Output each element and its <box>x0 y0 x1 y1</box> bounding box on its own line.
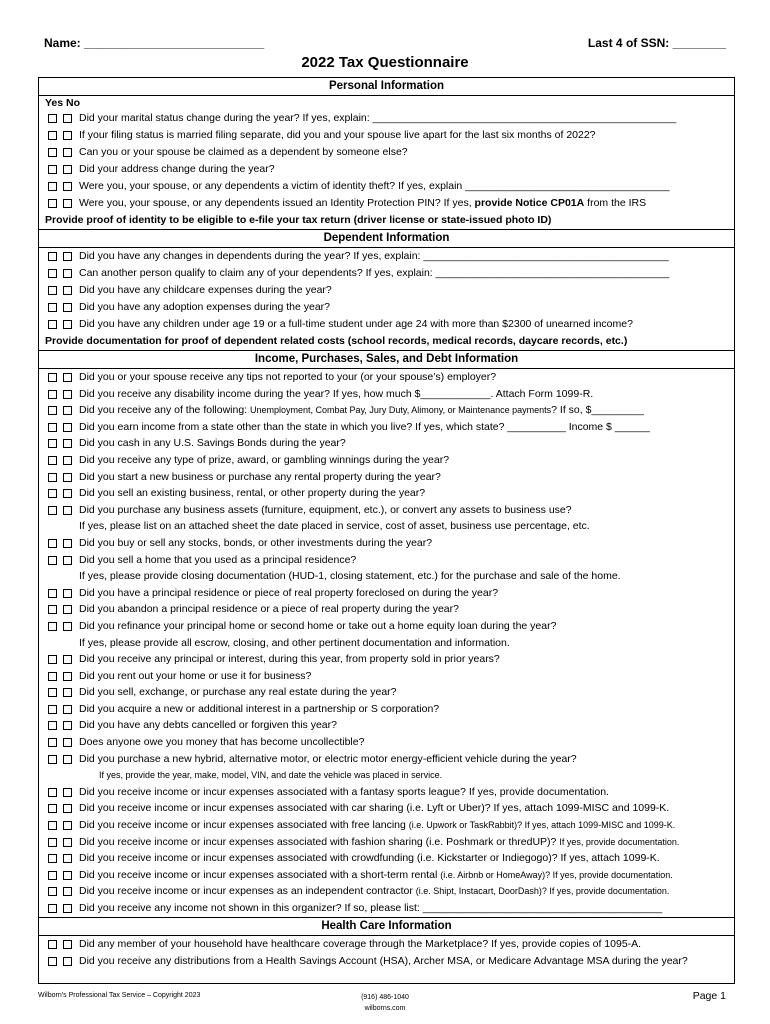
no-checkbox[interactable] <box>63 688 72 697</box>
yes-checkbox[interactable] <box>48 804 57 813</box>
question-text: Did you or your spouse receive any tips not reported to your (or your spouse’s) employer? <box>79 371 497 383</box>
question-row <box>39 817 734 834</box>
question-text: Did you sell a home that you used as a principal residence? <box>79 553 357 566</box>
no-checkbox[interactable] <box>63 473 72 482</box>
no-checkbox[interactable] <box>63 373 72 382</box>
section-note: Provide proof of identity to be eligible to e-file your tax return (driver license or state-issued photo ID) <box>45 214 552 226</box>
yes-checkbox[interactable] <box>48 456 57 465</box>
question-note: If yes, please list on an attached sheet the date placed in service, cost of asset, business use percentage, etc. <box>79 520 590 533</box>
no-checkbox[interactable] <box>63 622 72 631</box>
question-row <box>39 867 734 884</box>
section-header-dependent: Dependent Information <box>39 229 734 248</box>
question-text <box>79 817 675 834</box>
question-row <box>39 282 734 299</box>
question-row <box>39 265 734 282</box>
question-row <box>39 435 734 452</box>
yes-checkbox[interactable] <box>48 605 57 614</box>
yes-checkbox[interactable] <box>48 423 57 432</box>
no-checkbox[interactable] <box>63 705 72 714</box>
question-row <box>39 144 734 161</box>
question-row <box>39 850 734 867</box>
question-row <box>39 535 734 552</box>
yes-checkbox[interactable] <box>48 406 57 415</box>
yes-checkbox[interactable] <box>48 854 57 863</box>
yes-checkbox[interactable] <box>48 199 57 208</box>
question-text: If your filing status is married filing separate, did you and your spouse live apart for the last six months of 2022? <box>79 129 596 141</box>
no-checkbox[interactable] <box>63 252 72 261</box>
question-text-part: Did you receive income or incur expenses associated with free lancing <box>79 819 409 832</box>
yes-checkbox[interactable] <box>48 148 57 157</box>
question-text: Did you receive any principal or interest, during this year, from property sold in prior years? <box>79 653 500 666</box>
no-checkbox[interactable] <box>63 957 72 966</box>
yes-checkbox[interactable] <box>48 755 57 764</box>
question-note-row <box>39 518 734 535</box>
question-text: Did you receive income or incur expenses associated with crowdfunding (i.e. Kickstarter or Indiegogo)? If yes, attach 1099-K. <box>79 852 660 865</box>
question-row <box>39 469 734 486</box>
question-text-small: (i.e. Shipt, Instacart, DoorDash)? If yes, provide documentation. <box>415 886 670 897</box>
question-row <box>39 585 734 602</box>
question-text: Did you rent out your home or use it for business? <box>79 669 312 682</box>
question-text: Did you start a new business or purchase any rental property during the year? <box>79 470 441 483</box>
no-checkbox[interactable] <box>63 804 72 813</box>
question-text: Did you have any adoption expenses during the year? <box>79 301 331 313</box>
question-text: Can you or your spouse be claimed as a dependent by someone else? <box>79 146 408 158</box>
yes-checkbox[interactable] <box>48 473 57 482</box>
yes-checkbox[interactable] <box>48 821 57 830</box>
question-row <box>39 651 734 668</box>
question-row <box>39 369 734 386</box>
question-row <box>39 900 734 917</box>
name-field[interactable]: Name: ___________________________ <box>44 36 265 50</box>
question-text: Did you receive income or incur expenses associated with car sharing (i.e. Lyft or Uber)? If yes, attach 1099-MISC and 1099-K. <box>79 802 670 815</box>
question-note-row <box>39 767 734 784</box>
question-row <box>39 485 734 502</box>
question-row <box>39 800 734 817</box>
no-checkbox[interactable] <box>63 539 72 548</box>
question-row <box>39 316 734 333</box>
question-text: Were you, your spouse, or any dependents a victim of identity theft? If yes, explain ___________________________________ <box>79 180 670 192</box>
question-row <box>39 936 734 953</box>
no-checkbox[interactable] <box>63 721 72 730</box>
question-row <box>39 883 734 900</box>
no-checkbox[interactable] <box>63 148 72 157</box>
question-row <box>39 110 734 127</box>
question-text: Did you abandon a principal residence or a piece of real property during the year? <box>79 603 459 616</box>
no-checkbox[interactable] <box>63 489 72 498</box>
question-text: Can another person qualify to claim any of your dependents? If yes, explain: ________________________________________ <box>79 267 670 279</box>
yes-checkbox[interactable] <box>48 286 57 295</box>
no-checkbox[interactable] <box>63 131 72 140</box>
no-checkbox[interactable] <box>63 871 72 880</box>
yes-checkbox[interactable] <box>48 871 57 880</box>
question-row <box>39 248 734 265</box>
no-checkbox[interactable] <box>63 854 72 863</box>
question-text-small: Unemployment, Combat Pay, Jury Duty, Alimony, or Maintenance payments <box>250 405 552 416</box>
yes-checkbox[interactable] <box>48 489 57 498</box>
question-text-part: Did you receive any of the following: <box>79 404 251 417</box>
yes-checkbox[interactable] <box>48 131 57 140</box>
question-row <box>39 161 734 178</box>
question-text: Did you receive income or incur expenses associated with a fantasy sports league? If yes, provide documentation. <box>79 785 609 798</box>
question-text-small: If yes, provide documentation. <box>559 836 680 847</box>
no-checkbox[interactable] <box>63 556 72 565</box>
question-text: Did you have any changes in dependents during the year? If yes, explain: __________________________________________ <box>79 250 669 262</box>
yes-checkbox[interactable] <box>48 589 57 598</box>
yes-no-header: Yes No <box>45 97 81 109</box>
yes-checkbox[interactable] <box>48 887 57 896</box>
no-checkbox[interactable] <box>63 788 72 797</box>
yes-checkbox[interactable] <box>48 114 57 123</box>
no-checkbox[interactable] <box>63 672 72 681</box>
question-text: Did you have any children under age 19 or a full-time student under age 24 with more than $2300 of unearned income? <box>79 318 633 330</box>
yes-checkbox[interactable] <box>48 705 57 714</box>
no-checkbox[interactable] <box>63 114 72 123</box>
page-title: 2022 Tax Questionnaire <box>301 54 469 71</box>
question-text: Did you receive any disability income during the year? If yes, how much $____________. Attach Form 1099-R. <box>79 387 594 400</box>
question-row <box>39 601 734 618</box>
footer-website: wilborns.com <box>364 1005 406 1012</box>
question-row <box>39 127 734 144</box>
yes-checkbox[interactable] <box>48 252 57 261</box>
question-text: Did any member of your household have healthcare coverage through the Marketplace? If yes, provide copies of 1095-A. <box>79 937 642 950</box>
yes-checkbox[interactable] <box>48 672 57 681</box>
yes-checkbox[interactable] <box>48 390 57 399</box>
question-text-part: Did you receive income or incur expenses associated with a short-term rental <box>79 868 441 881</box>
no-checkbox[interactable] <box>63 406 72 415</box>
question-text: Did you receive any type of prize, award, or gambling winnings during the year? <box>79 453 450 466</box>
yes-checkbox[interactable] <box>48 320 57 329</box>
no-checkbox[interactable] <box>63 605 72 614</box>
yes-checkbox[interactable] <box>48 303 57 312</box>
question-text: Did you refinance your principal home or second home or take out a home equity loan during the year? <box>79 619 557 632</box>
yes-checkbox[interactable] <box>48 439 57 448</box>
question-text-part: ? If so, $_________ <box>551 404 644 417</box>
question-text <box>79 834 679 851</box>
question-text: Did you receive any distributions from a Health Savings Account (HSA), Archer MSA, or Medicare Advantage MSA during the year? <box>79 954 688 967</box>
no-checkbox[interactable] <box>63 456 72 465</box>
question-text-emphasis: provide Notice CP01A <box>474 197 585 209</box>
questionnaire-form <box>38 77 735 984</box>
no-checkbox[interactable] <box>63 182 72 191</box>
question-text: Did you purchase a new hybrid, alternative motor, or electric motor energy-efficient vehicle during the year? <box>79 752 577 765</box>
header-row <box>44 36 726 52</box>
question-text: Did you sell, exchange, or purchase any real estate during the year? <box>79 686 397 699</box>
yes-checkbox[interactable] <box>48 738 57 747</box>
no-checkbox[interactable] <box>63 755 72 764</box>
question-row <box>39 618 734 635</box>
yes-checkbox[interactable] <box>48 721 57 730</box>
footer-contact <box>0 992 770 1014</box>
question-text-small: (i.e. Airbnb or HomeAway)? If yes, provide documentation. <box>440 869 673 880</box>
question-note-row <box>39 635 734 652</box>
question-text-part: Did you receive income or incur expenses as an independent contractor <box>79 885 416 898</box>
yes-checkbox[interactable] <box>48 556 57 565</box>
question-text: Did you acquire a new or additional interest in a partnership or S corporation? <box>79 702 440 715</box>
yes-checkbox[interactable] <box>48 373 57 382</box>
no-checkbox[interactable] <box>63 821 72 830</box>
no-checkbox[interactable] <box>63 320 72 329</box>
section-header-health: Health Care Information <box>39 917 734 936</box>
no-checkbox[interactable] <box>63 506 72 515</box>
no-checkbox[interactable] <box>63 303 72 312</box>
question-text: Did your marital status change during the year? If yes, explain: ____________________________________________________ <box>79 112 677 124</box>
yes-checkbox[interactable] <box>48 688 57 697</box>
question-row <box>39 299 734 316</box>
question-note: If yes, provide the year, make, model, VIN, and date the vehicle was placed in service. <box>99 770 443 781</box>
section-header-income: Income, Purchases, Sales, and Debt Information <box>39 350 734 369</box>
question-text: Did you have a principal residence or piece of real property foreclosed on during the year? <box>79 586 499 599</box>
question-row <box>39 734 734 751</box>
question-note: If yes, please provide closing documentation (HUD-1, closing statement, etc.) for the purchase and sale of the home. <box>79 570 621 583</box>
yes-checkbox[interactable] <box>48 506 57 515</box>
yes-checkbox[interactable] <box>48 940 57 949</box>
question-row <box>39 751 734 768</box>
question-row <box>39 717 734 734</box>
yes-checkbox[interactable] <box>48 655 57 664</box>
question-text: Did you buy or sell any stocks, bonds, or other investments during the year? <box>79 536 433 549</box>
yes-checkbox[interactable] <box>48 165 57 174</box>
no-checkbox[interactable] <box>63 904 72 913</box>
question-text: Did you have any debts cancelled or forgiven this year? <box>79 719 337 732</box>
no-checkbox[interactable] <box>63 286 72 295</box>
footer-company: Wilborn’s Professional Tax Service – Copyright 2023 <box>38 992 201 999</box>
question-text: Did you purchase any business assets (furniture, equipment, etc.), or convert any assets to business use? <box>79 503 572 516</box>
question-row <box>39 701 734 718</box>
question-text: Did you sell an existing business, rental, or other property during the year? <box>79 487 426 500</box>
question-row <box>39 953 734 970</box>
question-text-part: Did you receive income or incur expenses associated with fashion sharing (i.e. Poshmark or thredUP)? <box>79 835 560 848</box>
no-checkbox[interactable] <box>63 199 72 208</box>
yes-checkbox[interactable] <box>48 904 57 913</box>
no-checkbox[interactable] <box>63 589 72 598</box>
question-text: Did you have any childcare expenses during the year? <box>79 284 332 296</box>
question-text: Did you earn income from a state other than the state in which you live? If yes, which state? __________ Income $ ______ <box>79 420 650 433</box>
section-note: Provide documentation for proof of dependent related costs (school records, medical records, daycare records, etc.) <box>45 335 628 347</box>
section-header-personal: Personal Information <box>39 78 734 96</box>
yes-checkbox[interactable] <box>48 539 57 548</box>
no-checkbox[interactable] <box>63 887 72 896</box>
question-text <box>79 402 644 419</box>
question-row <box>39 834 734 851</box>
question-row <box>39 178 734 195</box>
question-text: Did you cash in any U.S. Savings Bonds during the year? <box>79 437 346 450</box>
question-text-part: from the IRS <box>584 197 647 209</box>
no-checkbox[interactable] <box>63 940 72 949</box>
no-checkbox[interactable] <box>63 269 72 278</box>
yes-checkbox[interactable] <box>48 957 57 966</box>
ssn-field[interactable]: Last 4 of SSN: ________ <box>587 36 726 50</box>
footer-phone: (916) 486-1040 <box>361 994 409 1001</box>
question-row <box>39 784 734 801</box>
no-checkbox[interactable] <box>63 423 72 432</box>
question-row <box>39 402 734 419</box>
question-text: Did your address change during the year? <box>79 163 275 175</box>
yes-checkbox[interactable] <box>48 788 57 797</box>
question-text-small: (i.e. Upwork or TaskRabbit)? If yes, attach 1099-MISC and 1099-K. <box>408 820 676 831</box>
question-row <box>39 552 734 569</box>
page-number: Page 1 <box>692 990 726 1002</box>
no-checkbox[interactable] <box>63 838 72 847</box>
question-text <box>79 867 673 884</box>
no-checkbox[interactable] <box>63 165 72 174</box>
no-checkbox[interactable] <box>63 738 72 747</box>
yes-checkbox[interactable] <box>48 269 57 278</box>
question-row <box>39 419 734 436</box>
no-checkbox[interactable] <box>63 655 72 664</box>
question-text: Did you receive any income not shown in this organizer? If so, please list: _________________________________________ <box>79 902 663 914</box>
no-checkbox[interactable] <box>63 439 72 448</box>
question-row <box>39 386 734 403</box>
yes-checkbox[interactable] <box>48 838 57 847</box>
question-row <box>39 502 734 519</box>
question-note-row <box>39 568 734 585</box>
question-text <box>79 883 669 900</box>
question-row <box>39 195 734 212</box>
yes-checkbox[interactable] <box>48 182 57 191</box>
question-row <box>39 452 734 469</box>
no-checkbox[interactable] <box>63 390 72 399</box>
question-text-part: Were you, your spouse, or any dependents issued an Identity Protection PIN? If yes, <box>79 197 475 209</box>
question-row <box>39 684 734 701</box>
question-row <box>39 668 734 685</box>
yes-checkbox[interactable] <box>48 622 57 631</box>
question-note: If yes, please provide all escrow, closing, and other pertinent documentation and information. <box>79 636 510 649</box>
question-text <box>79 195 646 212</box>
question-text: Does anyone owe you money that has become uncollectible? <box>79 736 365 749</box>
